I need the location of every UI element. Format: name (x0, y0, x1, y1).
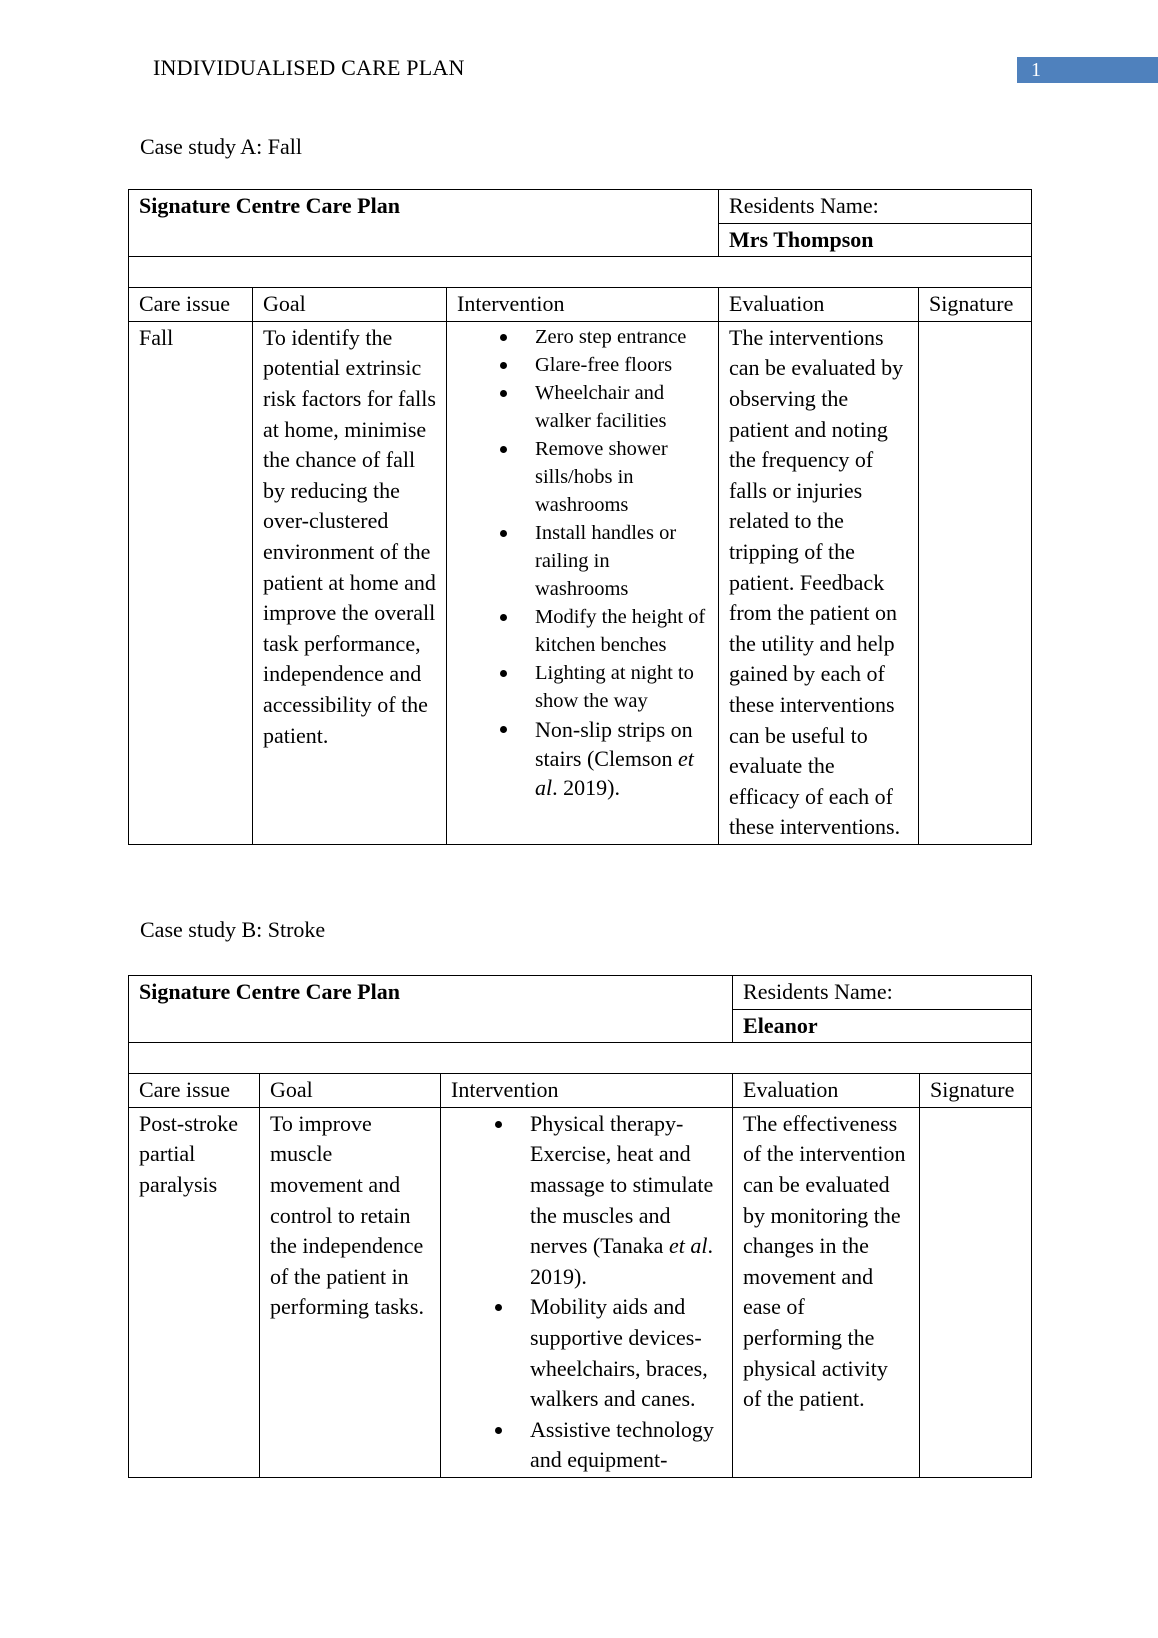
intervention-item: Glare-free floors (535, 351, 708, 379)
intervention-item-citation (535, 715, 708, 802)
evaluation-cell: The effectiveness of the intervention can be evaluated by monitoring the changes in the movement and ease of performing the physical activity of the patient. (733, 1107, 920, 1477)
residents-name-label: Residents Name: (719, 190, 1032, 224)
intervention-cell (441, 1107, 733, 1477)
column-header-intervention: Intervention (441, 1074, 733, 1108)
citation-year: . 2019). (530, 1233, 713, 1289)
column-header-evaluation: Evaluation (719, 288, 919, 322)
intervention-item-citation (530, 1109, 722, 1293)
plan-title: Signature Centre Care Plan (129, 190, 719, 257)
citation-et-al: et al (535, 745, 694, 800)
intervention-list (451, 1109, 722, 1476)
intervention-list (457, 323, 708, 802)
citation-text: Non-slip strips on stairs (Clemson (535, 716, 693, 771)
citation-et-al: et al (668, 1233, 708, 1259)
column-header-goal: Goal (260, 1074, 441, 1108)
intervention-item: Remove shower sills/hobs in washrooms (535, 435, 708, 519)
goal-cell: To identify the potential extrinsic risk factors for falls at home, minimise the chance of fall by reducing the over-clustered environment of the patient at home and improve the overall task performance, independence and accessibility of the patient. (253, 321, 447, 844)
care-issue-cell: Post-stroke partial paralysis (129, 1107, 260, 1477)
intervention-item: Mobility aids and supportive devices- wheelchairs, braces, walkers and canes. (530, 1292, 722, 1414)
intervention-item: Assistive technology and equipment- (530, 1415, 722, 1476)
care-plan-table-a (128, 189, 1032, 845)
citation-year: . 2019). (552, 774, 620, 800)
residents-name-label: Residents Name: (733, 976, 1032, 1010)
care-issue-cell: Fall (129, 321, 253, 844)
intervention-item: Install handles or railing in washrooms (535, 519, 708, 603)
spacer-row (129, 1043, 1032, 1074)
column-header-goal: Goal (253, 288, 447, 322)
intervention-item: Modify the height of kitchen benches (535, 603, 708, 659)
signature-cell (919, 321, 1032, 844)
resident-name: Eleanor (733, 1009, 1032, 1043)
signature-cell (920, 1107, 1032, 1477)
case-study-a-heading: Case study A: Fall (140, 134, 302, 159)
column-header-evaluation: Evaluation (733, 1074, 920, 1108)
care-plan-table-b (128, 975, 1032, 1478)
column-header-signature: Signature (919, 288, 1032, 322)
spacer-row (129, 257, 1032, 288)
intervention-cell (447, 321, 719, 844)
intervention-text: Physical therapy- Exercise, heat and massage to stimulate the muscles and nerves (Tanaka (530, 1110, 714, 1259)
case-study-b-heading: Case study B: Stroke (140, 917, 326, 942)
column-header-care-issue: Care issue (129, 1074, 260, 1108)
resident-name: Mrs Thompson (719, 223, 1032, 257)
running-header-title: INDIVIDUALISED CARE PLAN (153, 55, 465, 80)
evaluation-cell: The interventions can be evaluated by observing the patient and noting the frequency of falls or injuries related to the tripping of the patient. Feedback from the patient on the utility and help gained by each of these interventions can be useful to evaluate the efficacy of each of these interventions. (719, 321, 919, 844)
goal-cell: To improve muscle movement and control to retain the independence of the patient in performing tasks. (260, 1107, 441, 1477)
plan-title: Signature Centre Care Plan (129, 976, 733, 1043)
intervention-item: Lighting at night to show the way (535, 659, 708, 715)
intervention-item: Wheelchair and walker facilities (535, 379, 708, 435)
intervention-item: Zero step entrance (535, 323, 708, 351)
column-header-care-issue: Care issue (129, 288, 253, 322)
column-header-intervention: Intervention (447, 288, 719, 322)
column-header-signature: Signature (920, 1074, 1032, 1108)
page-number-badge: 1 (1017, 57, 1158, 83)
